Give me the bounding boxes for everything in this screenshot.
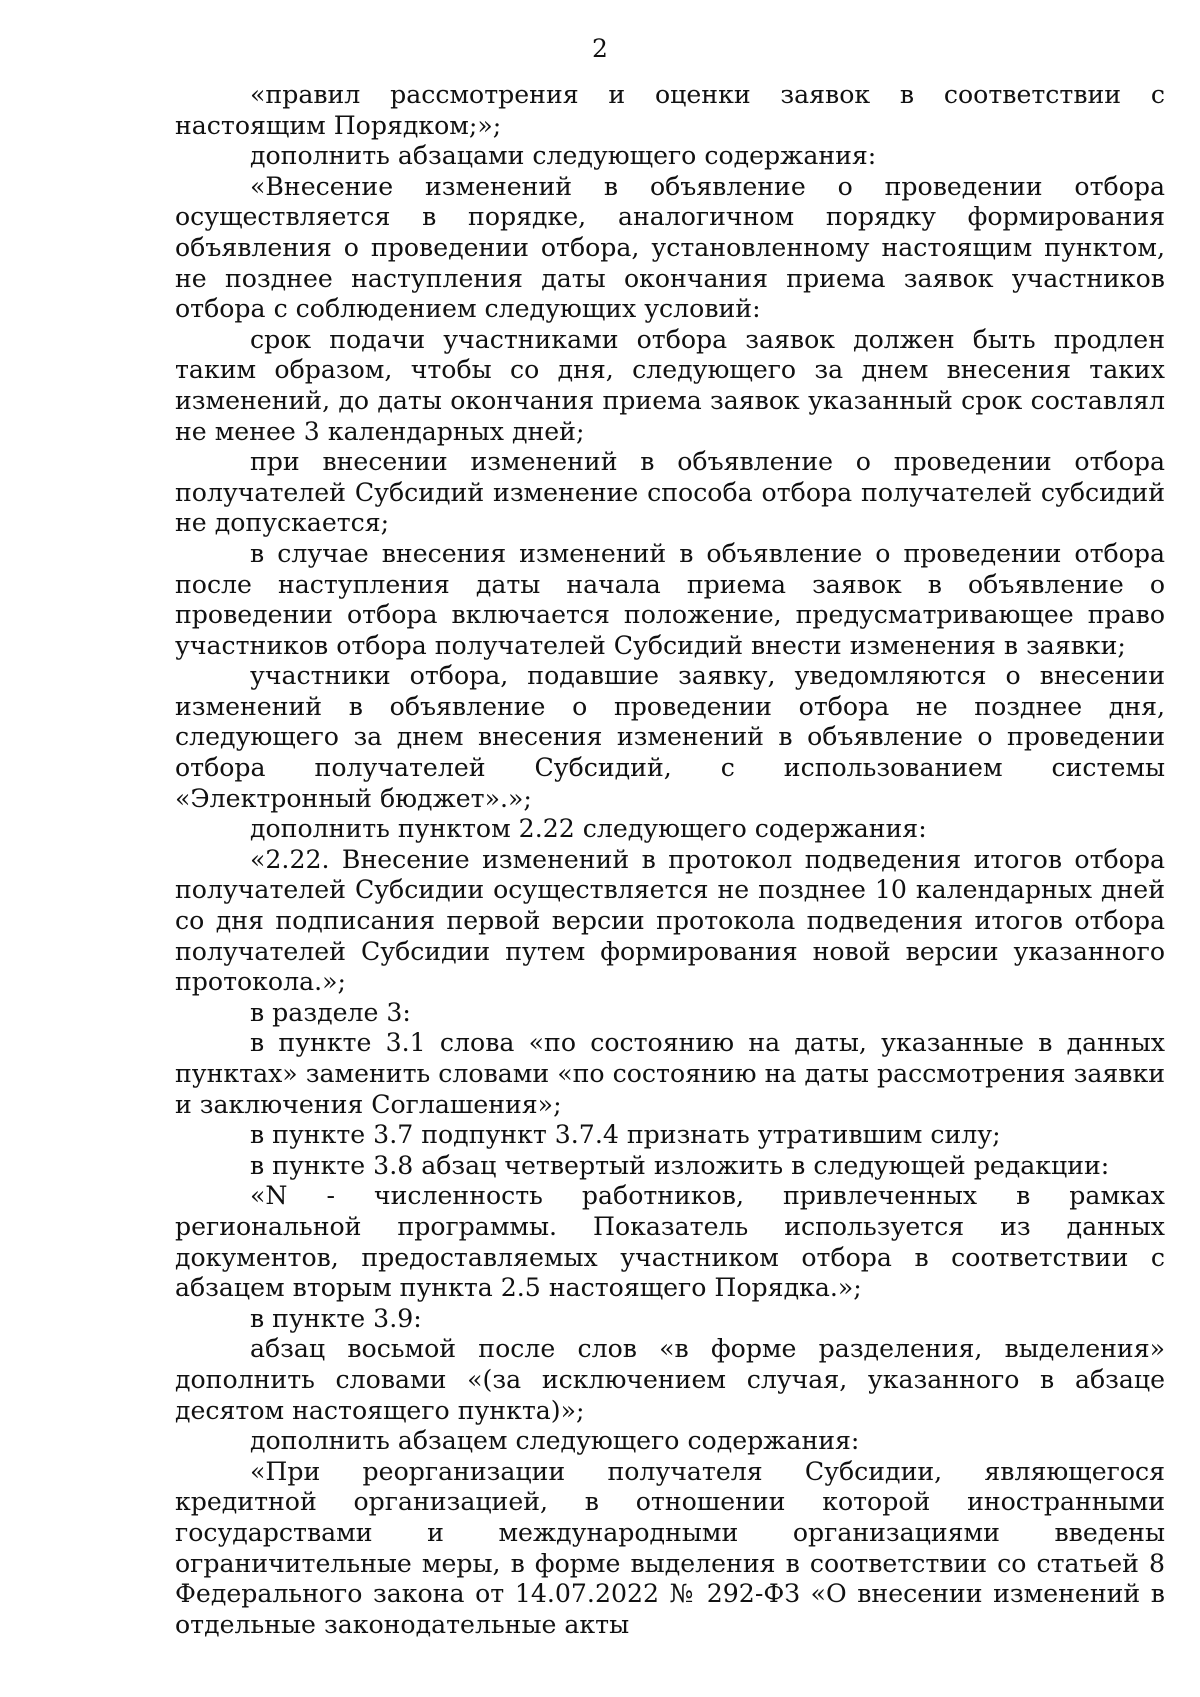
paragraph: «N - численность работников, привлеченных в рамках региональной программы. Показатель используется из данных документов, предоставляемых участником отбора в соответствии с абзацем вторым пункта 2.5 настоящего Порядка.»; [175, 1181, 1165, 1303]
document-body [175, 80, 1165, 1640]
paragraph: «Внесение изменений в объявление о проведении отбора осуществляется в порядке, аналогичном порядку формирования объявления о проведении отбора, установленному настоящим пунктом, не позднее наступления даты окончания приема заявок участников отбора с соблюдением следующих условий: [175, 171, 1165, 324]
paragraph: в случае внесения изменений в объявление о проведении отбора после наступления даты начала приема заявок в объявление о проведении отбора включается положение, предусматривающее право участников отбора получателей Субсидий внести изменения в заявки; [175, 538, 1165, 660]
paragraph: дополнить абзацами следующего содержания: [250, 141, 877, 171]
paragraph: участники отбора, подавшие заявку, уведомляются о внесении изменений в объявление о проведении отбора не позднее дня, следующего за днем внесения изменений в объявление о проведении отбора получателей Субсидий, с использованием системы «Электронный бюджет».»; [175, 661, 1165, 813]
paragraph: «При реорганизации получателя Субсидии, являющегося кредитной организацией, в отношении которой иностранными государствами и международными организациями введены ограничительные меры, в форме выделения в соответствии со статьей 8 Федерального закона от 14.07.2022 № 292-ФЗ «О внесении изменений в отдельные законодательные акты [175, 1456, 1165, 1639]
paragraph: в пункте 3.7 подпункт 3.7.4 признать утратившим силу; [250, 1120, 1001, 1150]
paragraph: «правил рассмотрения и оценки заявок в соответствии с настоящим Порядком;»; [175, 80, 1165, 140]
paragraph: в пункте 3.9: [250, 1303, 422, 1333]
paragraph: дополнить абзацем следующего содержания: [250, 1426, 860, 1456]
paragraph: дополнить пунктом 2.22 следующего содержания: [250, 814, 927, 844]
paragraph: в разделе 3: [250, 997, 411, 1027]
paragraph: в пункте 3.8 абзац четвертый изложить в следующей редакции: [250, 1150, 1110, 1180]
paragraph: при внесении изменений в объявление о проведении отбора получателей Субсидий изменение способа отбора получателей субсидий не допускается; [175, 447, 1165, 538]
paragraph: в пункте 3.1 слова «по состоянию на даты, указанные в данных пунктах» заменить словами «по состоянию на даты рассмотрения заявки и заключения Соглашения»; [175, 1028, 1165, 1119]
paragraph: абзац восьмой после слов «в форме разделения, выделения» дополнить словами «(за исключением случая, указанного в абзаце десятом настоящего пункта)»; [175, 1334, 1165, 1425]
page-number: 2 [592, 34, 608, 63]
paragraph: срок подачи участниками отбора заявок должен быть продлен таким образом, чтобы со дня, следующего за днем внесения таких изменений, до даты окончания приема заявок указанный срок составлял не менее 3 календарных дней; [175, 324, 1165, 446]
paragraph: «2.22. Внесение изменений в протокол подведения итогов отбора получателей Субсидии осуществляется не позднее 10 календарных дней со дня подписания первой версии протокола подведения итогов отбора получателей Субсидии путем формирования новой версии указанного протокола.»; [175, 844, 1165, 997]
